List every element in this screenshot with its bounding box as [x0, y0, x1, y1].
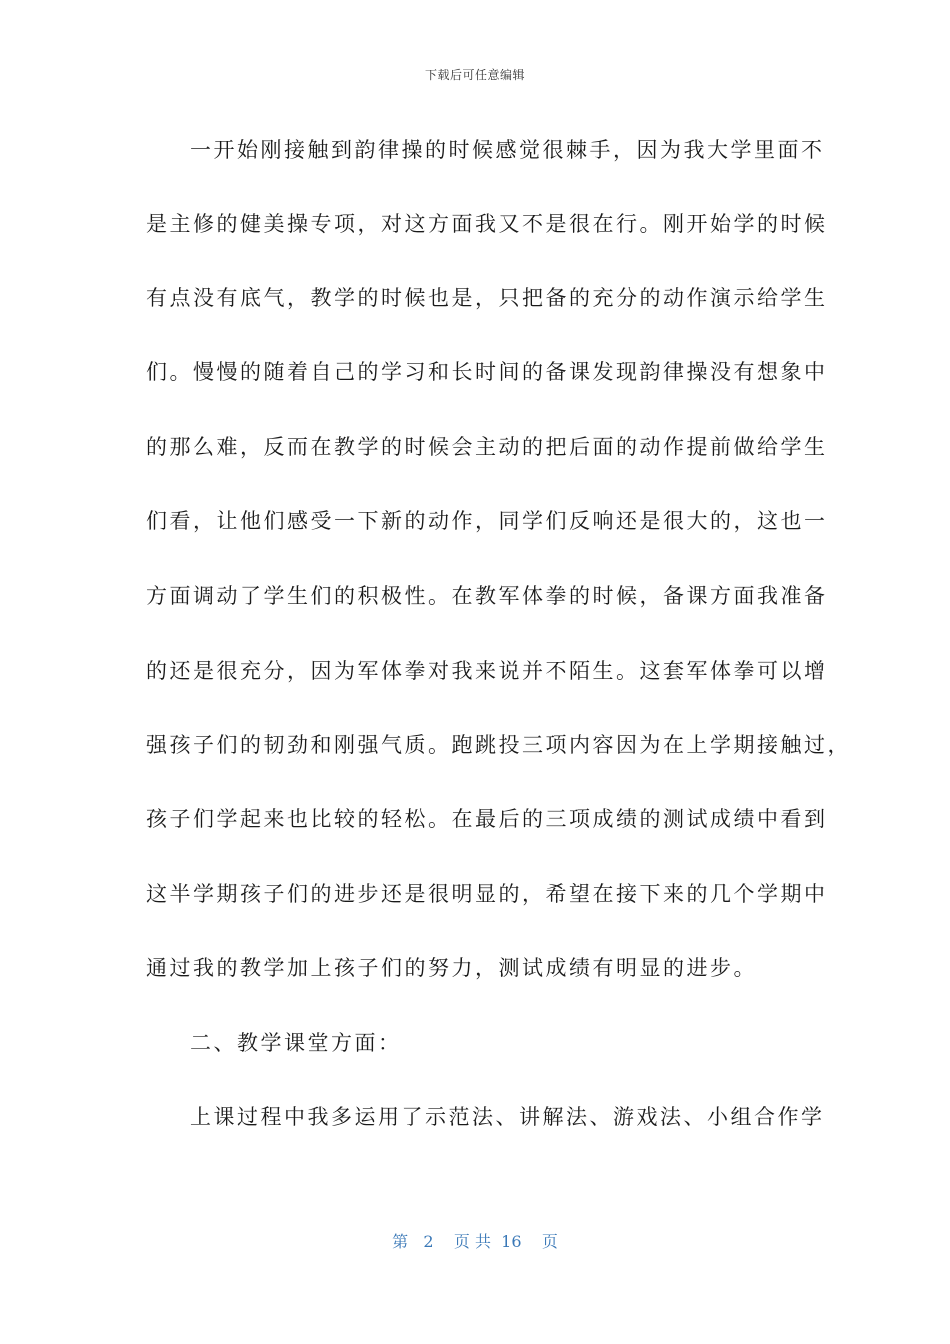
paragraph-line: 强孩子们的韧劲和刚强气质。跑跳投三项内容因为在上学期接触过， — [146, 733, 851, 757]
section-heading: 二、教学课堂方面： — [190, 1031, 402, 1055]
paragraph-line: 有点没有底气，教学的时候也是，只把备的充分的动作演示给学生 — [146, 286, 828, 310]
paragraph-line: 孩子们学起来也比较的轻松。在最后的三项成绩的测试成绩中看到 — [146, 807, 828, 831]
paragraph-line: 这半学期孩子们的进步还是很明显的，希望在接下来的几个学期中 — [146, 882, 828, 906]
paragraph-line: 们。慢慢的随着自己的学习和长时间的备课发现韵律操没有想象中 — [146, 360, 828, 384]
paragraph-line: 的那么难，反而在教学的时候会主动的把后面的动作提前做给学生 — [146, 435, 828, 459]
page-footer — [0, 1229, 950, 1252]
paragraph-line: 通过我的教学加上孩子们的努力，测试成绩有明显的进步。 — [146, 956, 757, 980]
paragraph-line: 一开始刚接触到韵律操的时候感觉很棘手，因为我大学里面不 — [190, 138, 825, 162]
paragraph-line: 方面调动了学生们的积极性。在教军体拳的时候，备课方面我准备 — [146, 584, 828, 608]
paragraph-line: 上课过程中我多运用了示范法、讲解法、游戏法、小组合作学 — [190, 1105, 825, 1129]
current-page-number: 2 — [423, 1232, 434, 1251]
total-pages-number: 16 — [501, 1232, 522, 1251]
header-note: 下载后可任意编辑 — [424, 68, 525, 82]
footer-middle: 页 共 — [453, 1232, 491, 1251]
paragraph-line: 是主修的健美操专项，对这方面我又不是很在行。刚开始学的时候 — [146, 212, 828, 236]
footer-prefix: 第 — [392, 1232, 409, 1251]
paragraph-line: 们看，让他们感受一下新的动作，同学们反响还是很大的，这也一 — [146, 509, 828, 533]
paragraph-line: 的还是很充分，因为军体拳对我来说并不陌生。这套军体拳可以增 — [146, 659, 828, 683]
footer-suffix: 页 — [541, 1232, 558, 1251]
